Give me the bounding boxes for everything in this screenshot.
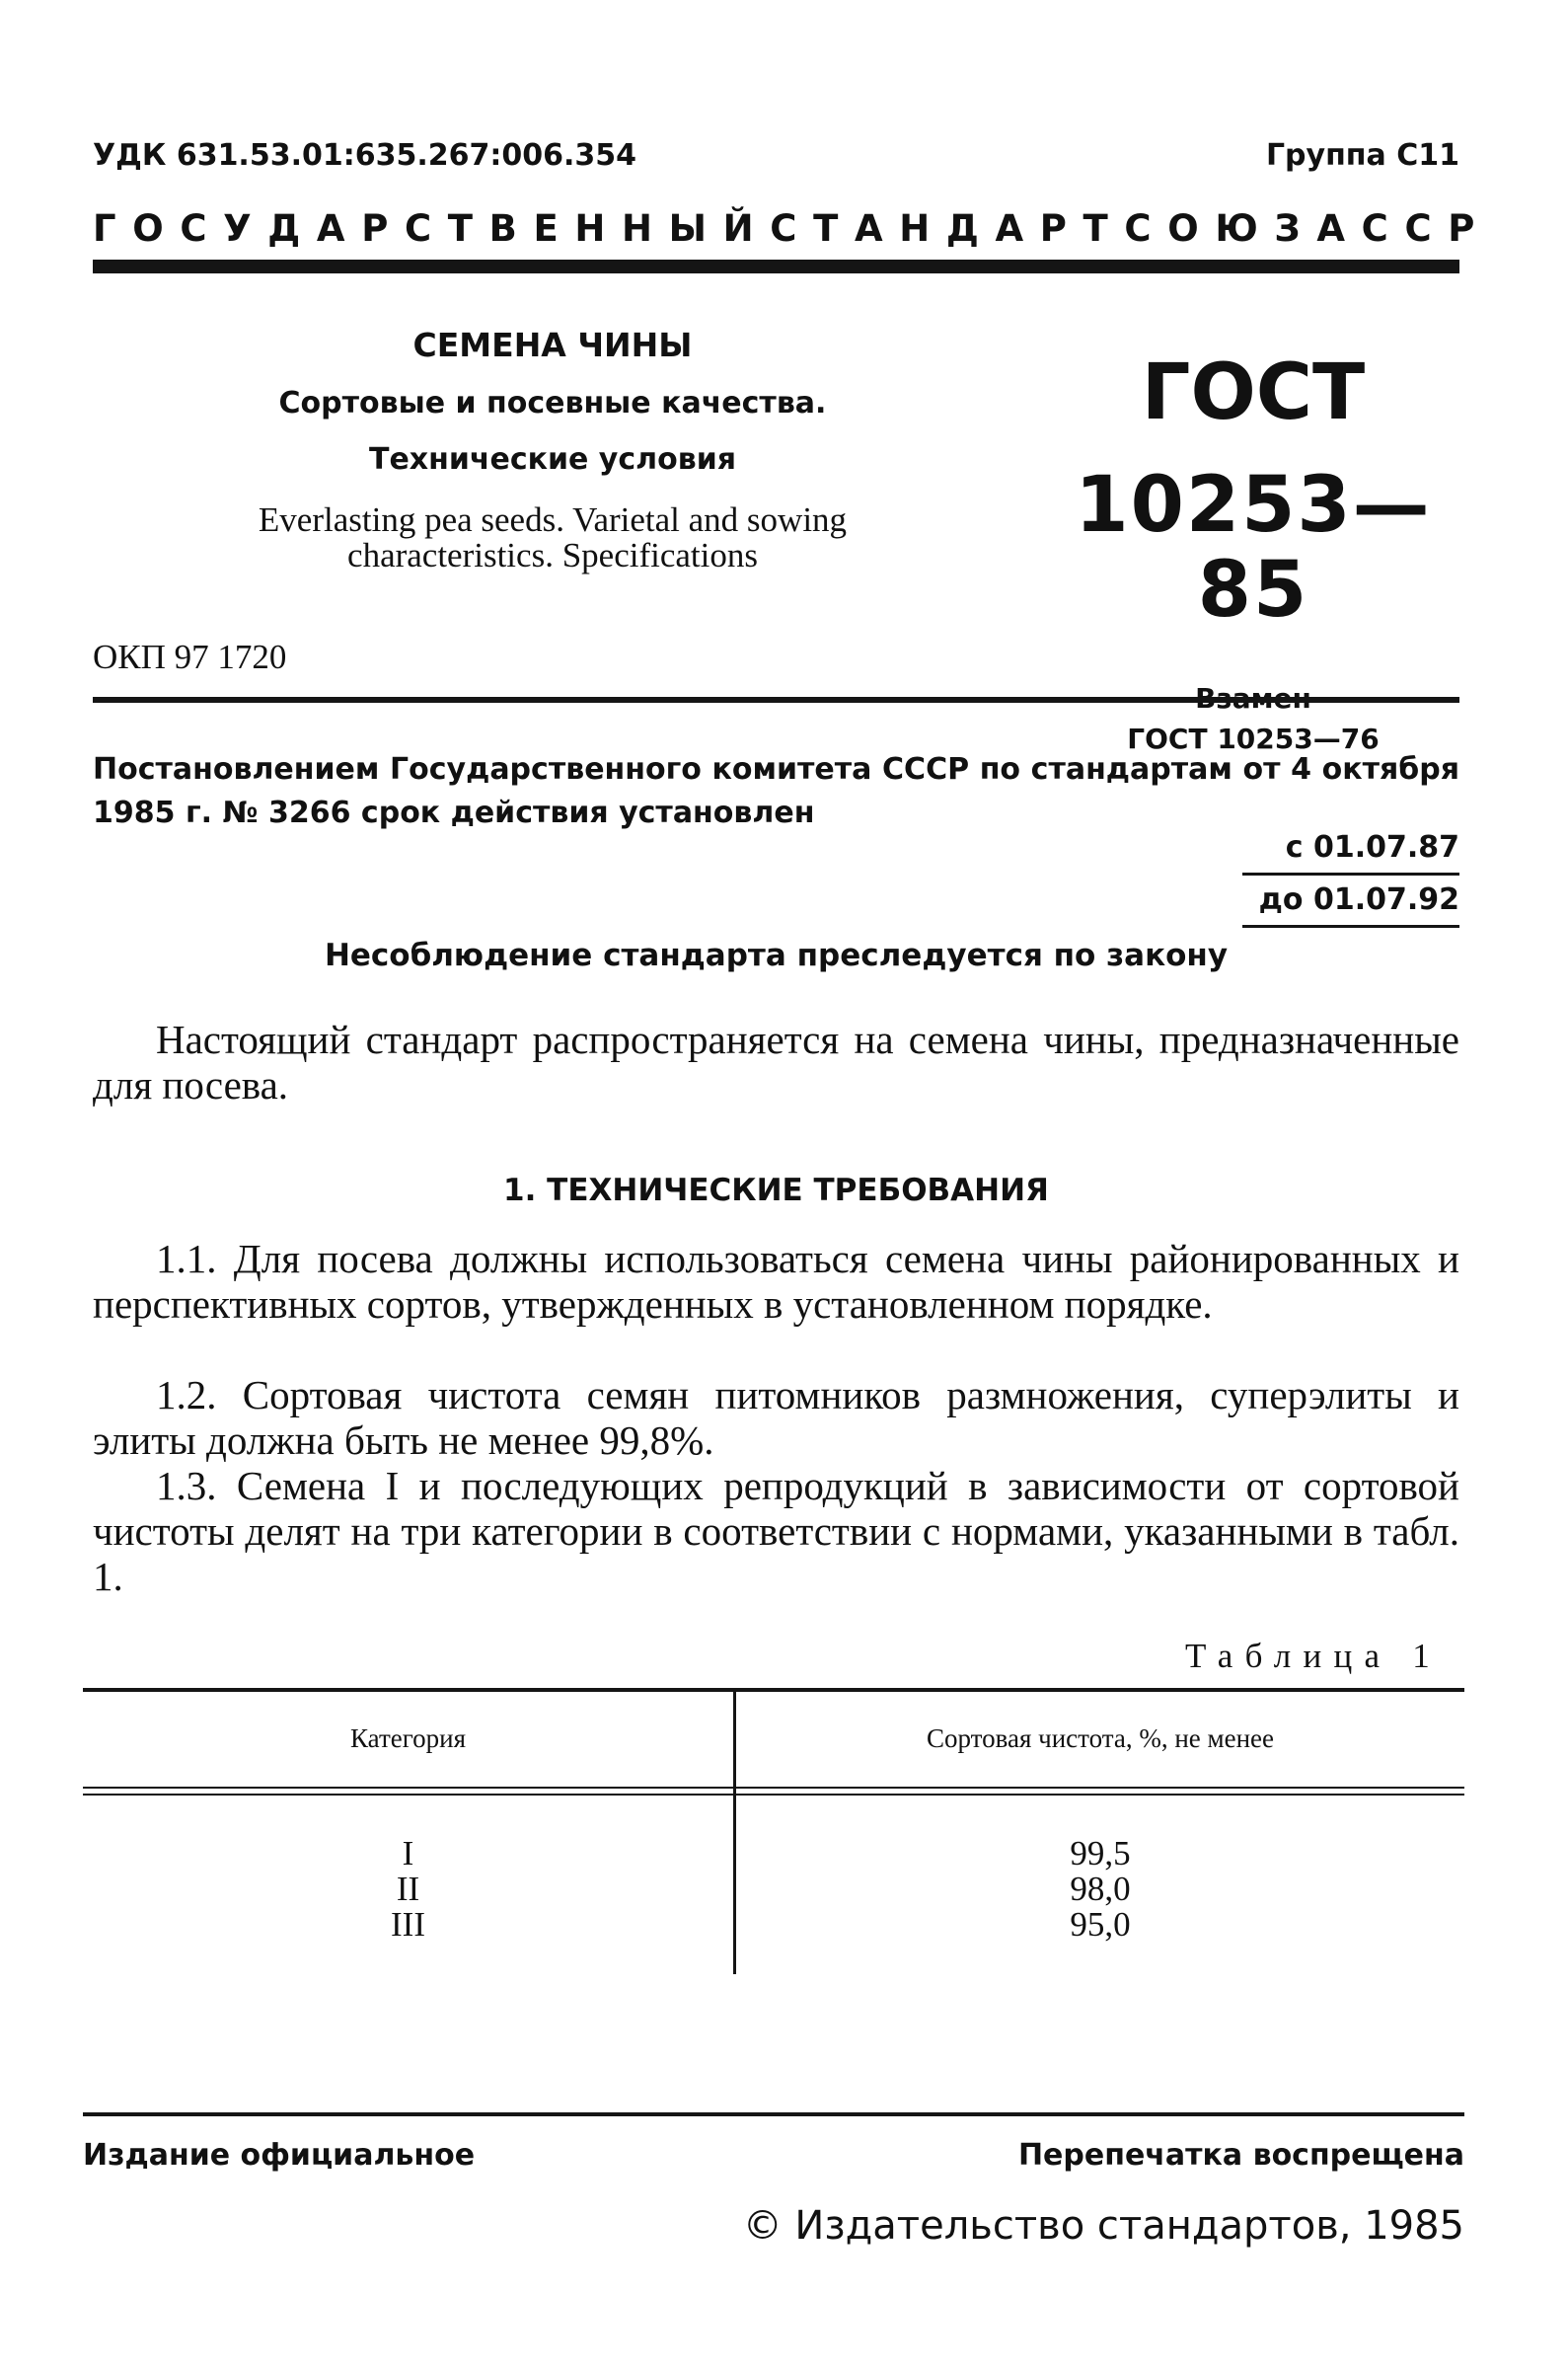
title-subtitle-2: Технические условия [369, 442, 736, 477]
table-header-rule-1 [83, 1787, 1464, 1789]
banner-word-3: СОЮЗА [1124, 207, 1362, 250]
table-top-rule [83, 1688, 1464, 1692]
table-column-purity [736, 1836, 1464, 1943]
validity-dates [1242, 827, 1459, 928]
footer-publisher: © Издательство стандартов, 1985 [742, 2203, 1464, 2249]
law-notice: Несоблюдение стандарта преследуется по закону [324, 938, 1229, 973]
table-cell: 95,0 [1070, 1905, 1131, 1944]
table-caption: Таблица 1 [1185, 1637, 1442, 1675]
section-1-title: 1. ТЕХНИЧЕСКИЕ ТРЕБОВАНИЯ [503, 1173, 1049, 1208]
table-header-purity: Сортовая чистота, %, не менее [926, 1723, 1274, 1753]
date-from: с 01.07.87 [1242, 827, 1459, 876]
table-cell: 99,5 [1070, 1834, 1131, 1873]
gost-number: 10253—85 [1075, 461, 1432, 635]
title-english-1: Everlasting pea seeds. Varietal and sowing [258, 500, 848, 539]
table-header-category: Категория [350, 1723, 466, 1753]
banner-word-1: ГОСУДАРСТВЕННЫЙ [93, 207, 771, 250]
okp-code: ОКП 97 1720 [93, 638, 287, 676]
table-cell: 98,0 [1070, 1870, 1131, 1908]
table-cell: III [391, 1905, 425, 1944]
title-subtitle-1: Сортовые и посевные качества. [278, 386, 827, 420]
table-column-category [83, 1836, 733, 1943]
table-cell: I [402, 1834, 414, 1873]
gost-block [1066, 350, 1441, 755]
header-thick-rule [93, 260, 1459, 273]
footer-rule [83, 2112, 1464, 2116]
title-block [158, 326, 947, 573]
replaces-number: ГОСТ 10253—76 [1127, 723, 1380, 755]
paragraph-1-3: 1.3. Семена I и последующих репродукций в зависимости от сортовой чистоты делят на три категории в соответствии с нормами, указанными в табл. 1. [93, 1463, 1459, 1599]
banner-word-4: ССР [1361, 207, 1492, 250]
intro-paragraph: Настоящий стандарт распространяется на семена чины, предназначенные для посева. [93, 1017, 1459, 1108]
group-code: Группа С11 [1265, 138, 1459, 173]
udk-code: УДК 631.53.01:635.267:006.354 [93, 138, 637, 173]
title-main: СЕМЕНА ЧИНЫ [412, 326, 693, 364]
decree-text: Постановлением Государственного комитета СССР по стандартам от 4 октября 1985 г. № 3266 срок действия установлен [93, 752, 1459, 830]
divider-rule [93, 697, 1459, 703]
footer-reprint-prohibited: Перепечатка воспрещена [1017, 2138, 1464, 2173]
gost-label: ГОСТ [1141, 348, 1366, 437]
table-header-rule-2 [83, 1794, 1464, 1796]
footer-official-edition: Издание официальное [83, 2138, 476, 2173]
date-to: до 01.07.92 [1242, 876, 1459, 928]
table-1 [83, 1688, 1464, 1984]
paragraph-1-2: 1.2. Сортовая чистота семян питомников размножения, суперэлиты и элиты должна быть не менее 99,8%. [93, 1372, 1459, 1463]
title-english-2: characteristics. Specifications [347, 536, 758, 574]
paragraph-1-1: 1.1. Для посева должны использоваться семена чины районированных и перспективных сортов, утвержденных в установленном порядке. [93, 1236, 1459, 1327]
state-standard-banner [93, 207, 1492, 250]
table-cell: II [396, 1870, 420, 1908]
banner-word-2: СТАНДАРТ [770, 207, 1125, 250]
